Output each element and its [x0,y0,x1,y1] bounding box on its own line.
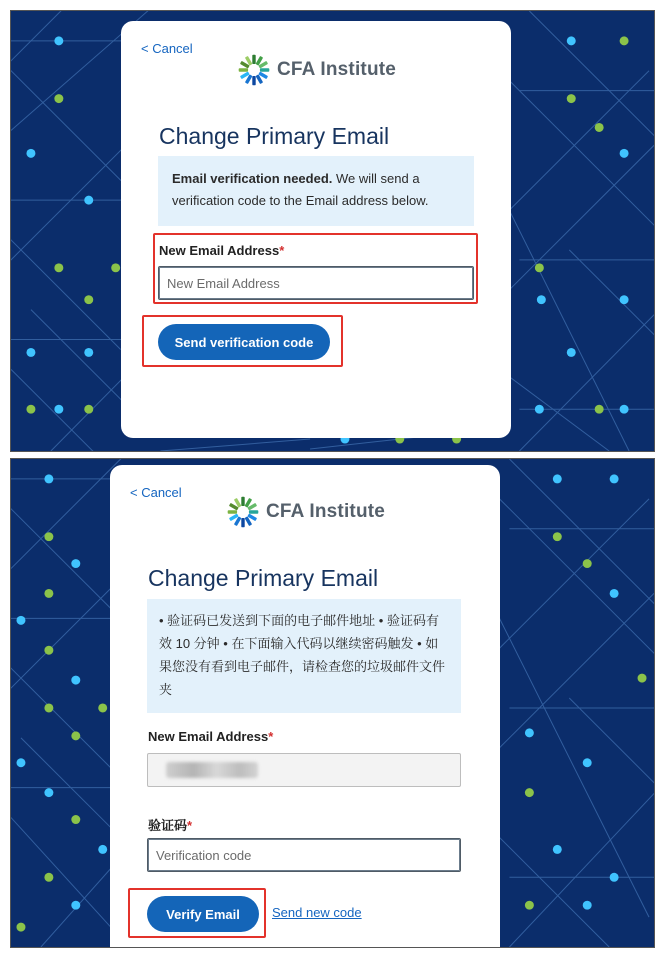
cfa-logo-icon [226,495,260,529]
cfa-logo [237,53,396,87]
cfa-logo-icon [237,53,271,87]
required-asterisk: * [187,818,193,833]
email-label: New Email Address* [159,243,285,258]
brand-name: CFA Institute [266,501,386,522]
notice-bold-text: Email verification needed. [172,171,333,186]
page-title: Change Primary Email [148,565,379,591]
change-email-card [110,465,500,948]
email-label: New Email Address* [148,729,274,744]
cfa-logo [226,495,385,529]
step1-screenshot [10,10,655,452]
cancel-link[interactable]: < Cancel [141,41,193,56]
redacted-email-value [166,762,258,778]
new-email-input[interactable] [158,266,474,300]
send-new-code-link[interactable]: Send new code [272,905,362,920]
send-verification-code-button[interactable]: Send verification code [158,324,330,360]
new-email-readonly-field [147,753,461,787]
notice-text: We will send a verification code to the Email address below. [172,171,429,208]
verification-code-label: 验证码* [148,818,193,833]
step2-screenshot [10,458,655,948]
change-email-card [121,21,511,438]
brand-name: CFA Institute [277,59,397,80]
required-asterisk: * [279,243,285,258]
required-asterisk: * [268,729,274,744]
verification-code-input[interactable] [147,838,461,872]
verification-notice [158,156,474,226]
cancel-link[interactable]: < Cancel [130,485,182,500]
verification-notice: • 验证码已发送到下面的电子邮件地址 • 验证码有效 10 分钟 • 在下面输入代码以继续密码触发 • 如果您没有看到电子邮件，请检查您的垃圾邮件文件夹 [147,599,461,713]
page-title: Change Primary Email [159,123,390,149]
verify-email-button[interactable]: Verify Email [147,896,259,932]
